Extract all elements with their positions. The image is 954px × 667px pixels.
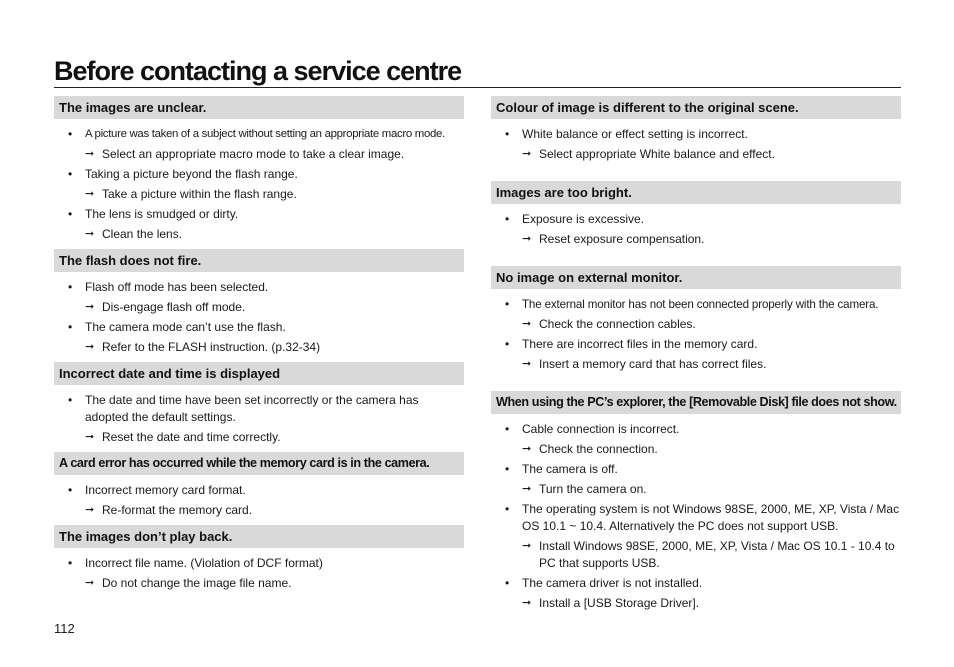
arrow-right-icon: ➞ [85,431,95,443]
cause-text: White balance or effect setting is incorrect. [522,127,748,141]
bullet-icon: • [505,576,510,590]
bullet-icon: • [505,337,510,351]
remedy-text: Check the connection. [539,442,658,456]
remedy-text: Reset exposure compensation. [539,232,705,246]
section-no-external-image [491,266,901,373]
section-header: No image on external monitor. [491,266,901,289]
remedy-text: Select appropriate White balance and effect. [539,147,775,161]
arrow-right-icon: ➞ [522,318,532,330]
bullet-icon: • [505,422,510,436]
section-header: Images are too bright. [491,181,901,204]
list-item [491,126,901,143]
list-item [54,126,464,143]
arrow-right-icon: ➞ [522,483,532,495]
cause-text: Incorrect memory card format. [85,483,246,497]
remedy-text: Re-format the memory card. [102,503,253,517]
bullet-icon: • [505,462,510,476]
arrow-right-icon: ➞ [85,577,95,589]
cause-text: Taking a picture beyond the flash range. [85,167,298,181]
section-header: Colour of image is different to the original scene. [491,96,901,119]
cause-text: The operating system is not Windows 98SE, 2000, ME, XP, Vista / Mac OS 10.1 ~ 10.4. Alternatively the PC does not support USB. [522,502,900,533]
section-incorrect-date-time [54,362,464,446]
remedy-text: Reset the date and time correctly. [102,430,281,444]
remedy-item [54,575,464,592]
remedy-item [54,146,464,163]
remedy-item [491,538,901,572]
bullet-icon: • [68,280,73,294]
bullet-icon: • [68,483,73,497]
list-item [491,296,901,313]
remedy-item [54,502,464,519]
title-divider [54,87,901,88]
section-card-error [54,452,464,519]
list-item [491,211,901,228]
section-colour-different [491,96,901,163]
list-item [54,166,464,183]
bullet-icon: • [505,297,510,311]
section-removable-disk [491,391,901,612]
remedy-item [491,231,901,248]
bullet-icon: • [68,127,73,141]
section-header: The images are unclear. [54,96,464,119]
arrow-right-icon: ➞ [522,443,532,455]
arrow-right-icon: ➞ [85,341,95,353]
arrow-right-icon: ➞ [85,504,95,516]
remedy-item [491,146,901,163]
right-column [491,96,901,612]
bullet-icon: • [505,127,510,141]
arrow-right-icon: ➞ [85,148,95,160]
remedy-text: Clean the lens. [102,227,183,241]
section-flash-not-fire [54,249,464,356]
cause-text: The camera is off. [522,462,618,476]
cause-text: Exposure is excessive. [522,212,645,226]
remedy-text: Install Windows 98SE, 2000, ME, XP, Vista / Mac OS 10.1 - 10.4 to PC that supports USB. [539,539,895,570]
bullet-icon: • [68,207,73,221]
remedy-text: Take a picture within the flash range. [102,187,297,201]
remedy-text: Insert a memory card that has correct files. [539,357,767,371]
list-item [491,421,901,438]
cause-text: There are incorrect files in the memory card. [522,337,758,351]
cause-text: The lens is smudged or dirty. [85,207,239,221]
remedy-item [491,441,901,458]
section-header: The images don’t play back. [54,525,464,548]
arrow-right-icon: ➞ [522,540,532,552]
arrow-right-icon: ➞ [85,301,95,313]
cause-text: A picture was taken of a subject without setting an appropriate macro mode. [85,128,445,140]
remedy-item [491,316,901,333]
cause-text: The camera mode can’t use the flash. [85,320,286,334]
list-item [491,461,901,478]
section-images-unclear [54,96,464,243]
remedy-item [54,299,464,316]
list-item [491,575,901,592]
arrow-right-icon: ➞ [85,228,95,240]
list-item [54,279,464,296]
section-too-bright [491,181,901,248]
remedy-item [491,356,901,373]
list-item [54,482,464,499]
arrow-right-icon: ➞ [522,148,532,160]
cause-text: Incorrect file name. (Violation of DCF format) [85,556,323,570]
cause-text: The external monitor has not been connected properly with the camera. [522,298,879,311]
list-item [54,555,464,572]
list-item [54,392,464,426]
list-item [491,501,901,535]
section-header: Incorrect date and time is displayed [54,362,464,385]
cause-text: Flash off mode has been selected. [85,280,269,294]
section-no-playback [54,525,464,592]
page-title: Before contacting a service centre [54,56,462,86]
bullet-icon: • [68,393,73,407]
left-column [54,96,464,592]
cause-text: The camera driver is not installed. [522,576,703,590]
list-item [54,319,464,336]
section-header: When using the PC’s explorer, the [Removable Disk] file does not show. [491,391,901,414]
cause-text: Cable connection is incorrect. [522,422,680,436]
remedy-text: Dis-engage flash off mode. [102,300,246,314]
bullet-icon: • [68,556,73,570]
arrow-right-icon: ➞ [85,188,95,200]
list-item [54,206,464,223]
section-header: The flash does not fire. [54,249,464,272]
bullet-icon: • [505,212,510,226]
remedy-text: Turn the camera on. [539,482,647,496]
bullet-icon: • [505,502,510,516]
bullet-icon: • [68,320,73,334]
arrow-right-icon: ➞ [522,233,532,245]
bullet-icon: • [68,167,73,181]
remedy-item [491,481,901,498]
arrow-right-icon: ➞ [522,358,532,370]
remedy-item [54,186,464,203]
remedy-text: Select an appropriate macro mode to take a clear image. [102,147,405,161]
remedy-text: Refer to the FLASH instruction. (p.32-34) [102,340,321,354]
remedy-item [54,226,464,243]
arrow-right-icon: ➞ [522,597,532,609]
remedy-item [54,339,464,356]
remedy-text: Install a [USB Storage Driver]. [539,596,700,610]
remedy-item [491,595,901,612]
remedy-item [54,429,464,446]
section-header: A card error has occurred while the memory card is in the camera. [54,452,464,475]
remedy-text: Do not change the image file name. [102,576,292,590]
cause-text: The date and time have been set incorrectly or the camera has adopted the default settings. [85,393,419,424]
remedy-text: Check the connection cables. [539,317,696,331]
page-number: 112 [54,621,75,636]
list-item [491,336,901,353]
